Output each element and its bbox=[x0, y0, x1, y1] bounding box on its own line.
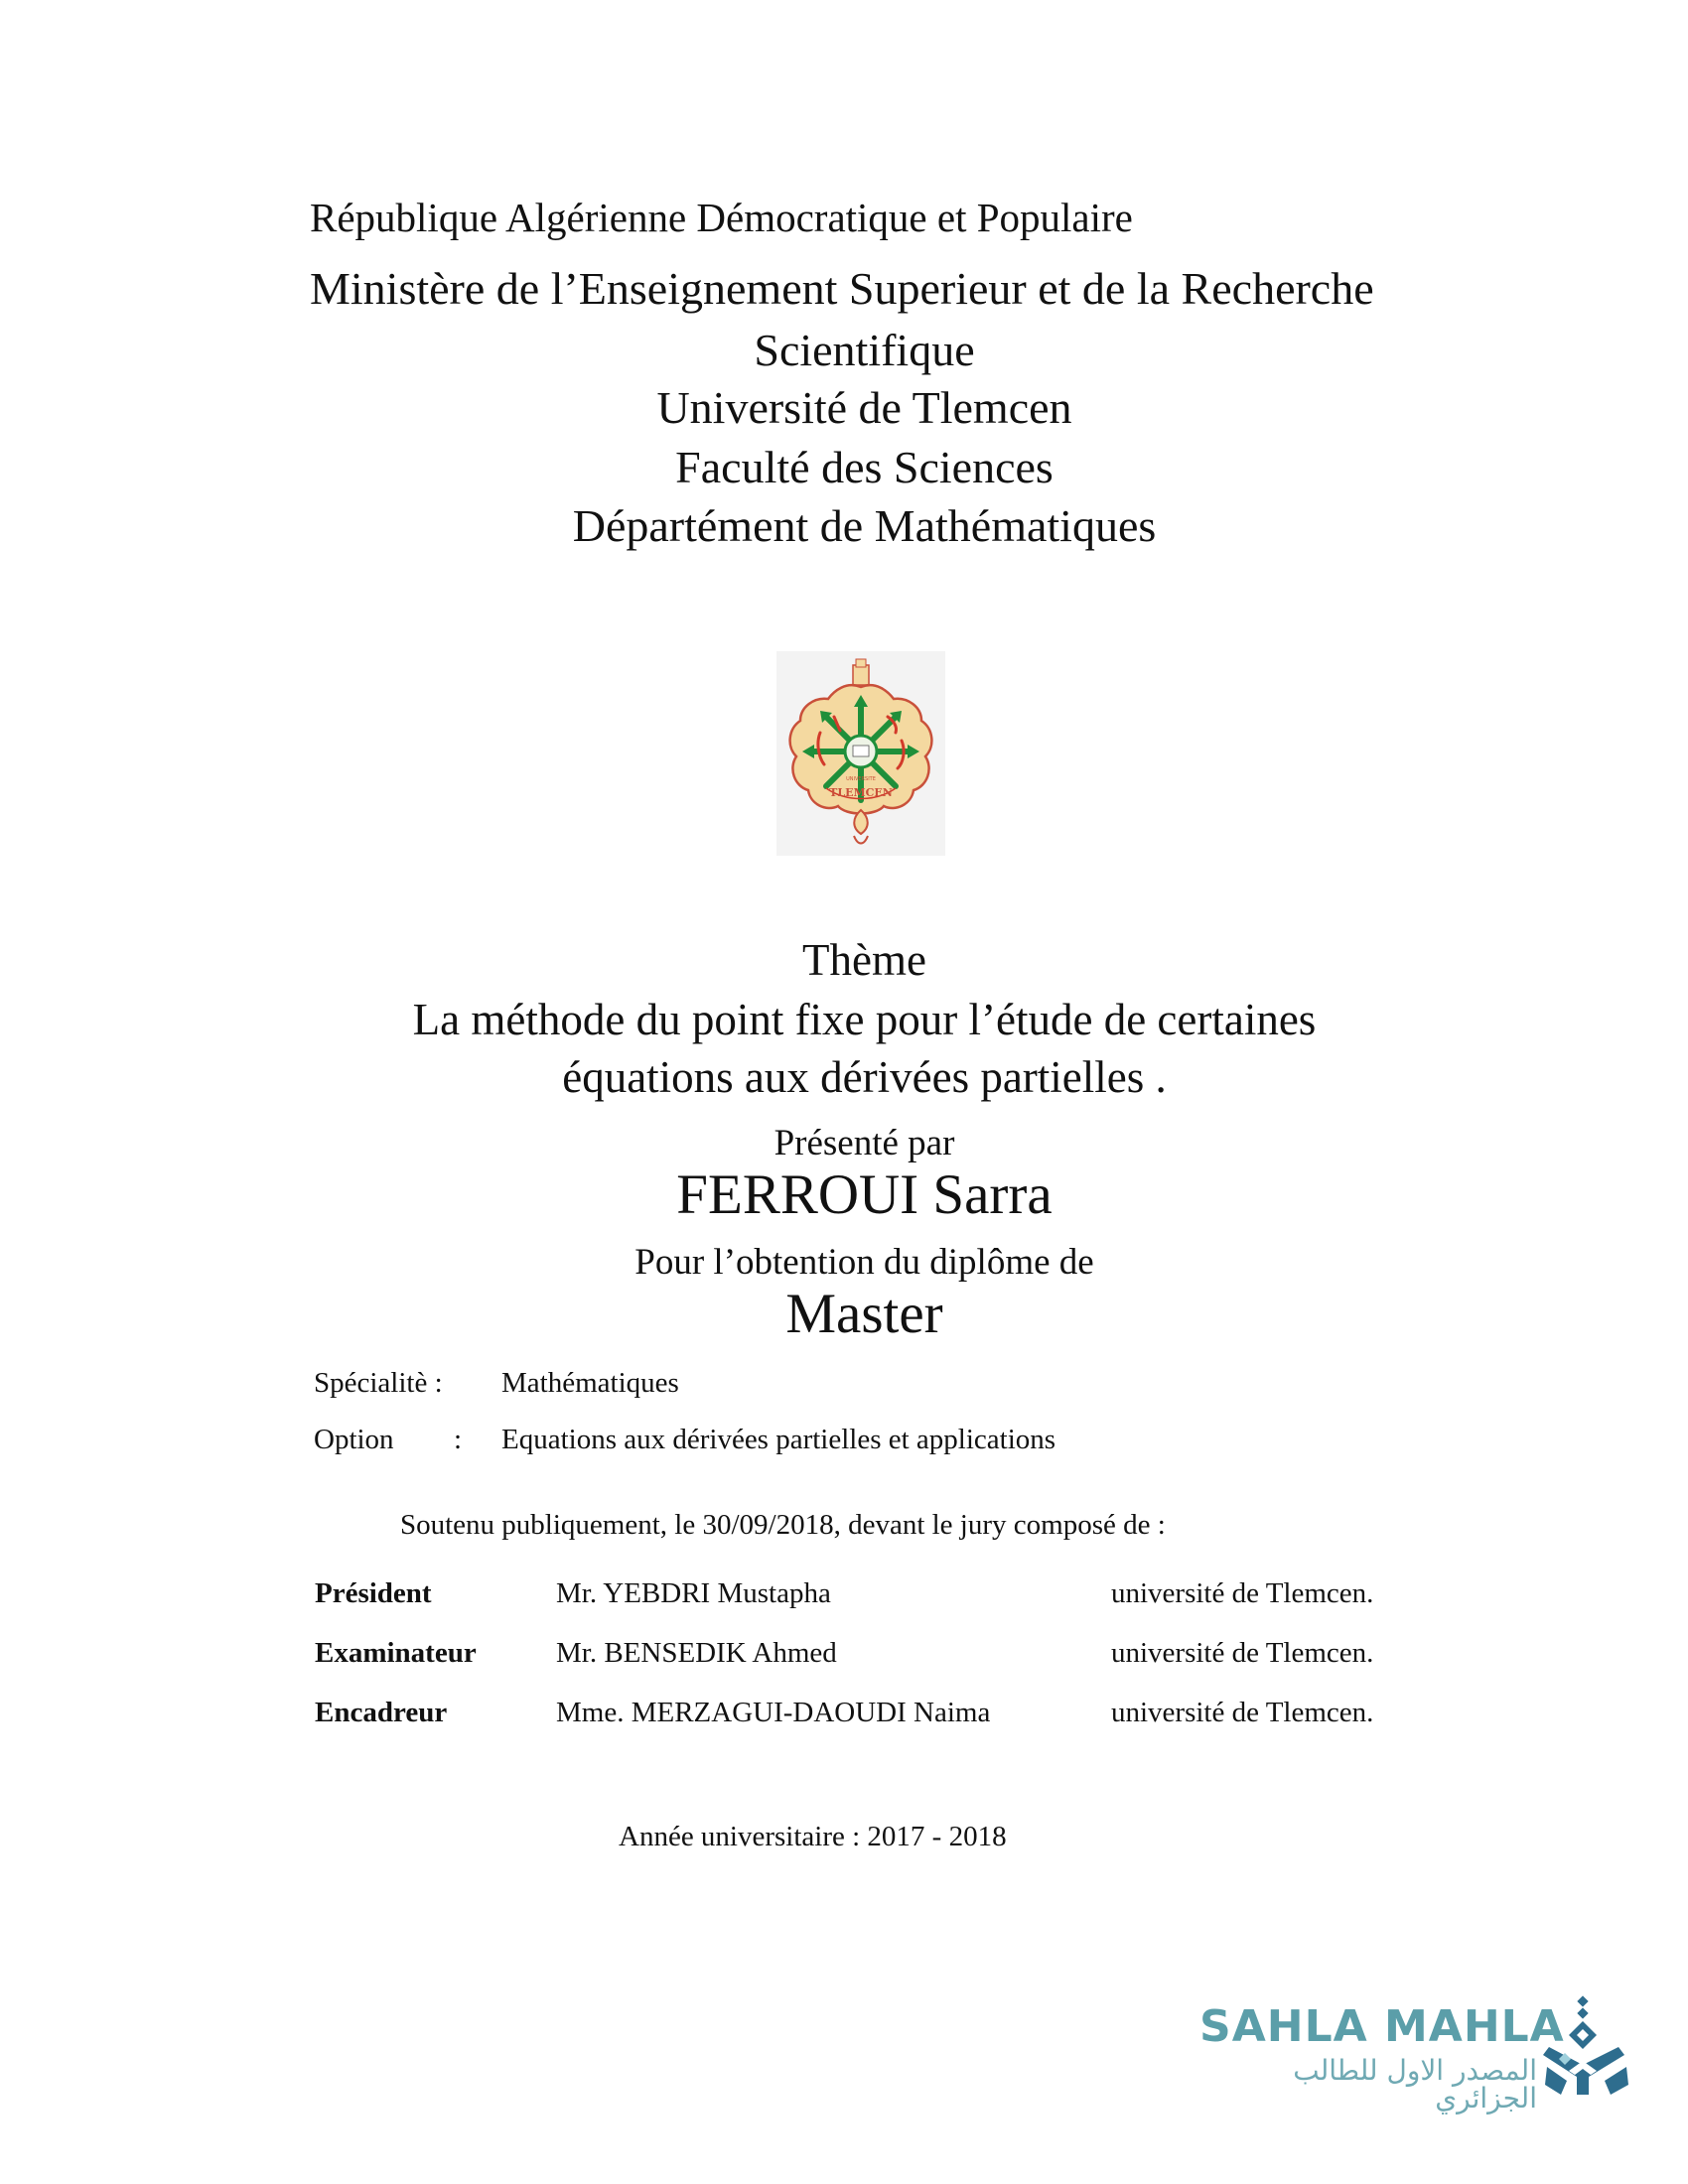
sahla-mahla-logo-icon bbox=[1539, 1995, 1633, 2100]
department-heading: Départément de Mathématiques bbox=[572, 500, 1157, 551]
jury-member-name: Mr. BENSEDIK Ahmed bbox=[556, 1637, 837, 1669]
svg-text:TLEMCEN: TLEMCEN bbox=[829, 786, 893, 799]
jury-role: Encadreur bbox=[315, 1697, 448, 1728]
jury-member-name: Mme. MERZAGUI-DAOUDI Naima bbox=[556, 1697, 991, 1728]
thesis-title-line1: La méthode du point fixe pour l’étude de certaines bbox=[412, 995, 1317, 1044]
speciality-label: Spécialitè : bbox=[314, 1367, 443, 1399]
republic-heading: République Algérienne Démocratique et Populaire bbox=[310, 195, 1133, 240]
option-colon: : bbox=[454, 1424, 463, 1455]
ministry-heading-line2: Scientifique bbox=[754, 325, 975, 375]
watermark-title: SAHLA MAHLA bbox=[1199, 2001, 1565, 2052]
university-of-tlemcen-emblem-icon bbox=[776, 651, 945, 856]
svg-text:UNIVERSITE: UNIVERSITE bbox=[846, 776, 876, 782]
theme-label: Thème bbox=[802, 935, 926, 985]
degree-name: Master bbox=[785, 1283, 943, 1345]
author-name: FERROUI Sarra bbox=[676, 1163, 1053, 1226]
jury-affiliation: université de Tlemcen. bbox=[1111, 1577, 1374, 1609]
university-logo bbox=[776, 651, 945, 856]
jury-affiliation: université de Tlemcen. bbox=[1111, 1697, 1374, 1728]
degree-intro: Pour l’obtention du diplôme de bbox=[634, 1242, 1094, 1283]
watermark-subtitle: المصدر الاول للطالب الجزائري bbox=[1293, 2054, 1537, 2115]
university-heading: Université de Tlemcen bbox=[656, 382, 1072, 433]
defense-statement: Soutenu publiquement, le 30/09/2018, devant le jury composé de : bbox=[400, 1509, 1166, 1541]
presented-by-label: Présenté par bbox=[774, 1123, 955, 1163]
option-value: Equations aux dérivées partielles et applications bbox=[501, 1424, 1056, 1455]
option-label: Option bbox=[314, 1424, 394, 1455]
jury-affiliation: université de Tlemcen. bbox=[1111, 1637, 1374, 1669]
speciality-value: Mathématiques bbox=[501, 1367, 679, 1399]
sahla-mahla-watermark bbox=[1192, 1995, 1633, 2115]
jury-member-name: Mr. YEBDRI Mustapha bbox=[556, 1577, 831, 1609]
ministry-heading-line1: Ministère de l’Enseignement Superieur et de la Recherche bbox=[310, 263, 1374, 314]
faculty-heading: Faculté des Sciences bbox=[675, 442, 1054, 492]
academic-year: Année universitaire : 2017 - 2018 bbox=[619, 1821, 1007, 1852]
jury-role: Examinateur bbox=[315, 1637, 477, 1669]
jury-role: Président bbox=[315, 1577, 432, 1609]
thesis-title-line2: équations aux dérivées partielles . bbox=[562, 1052, 1167, 1102]
